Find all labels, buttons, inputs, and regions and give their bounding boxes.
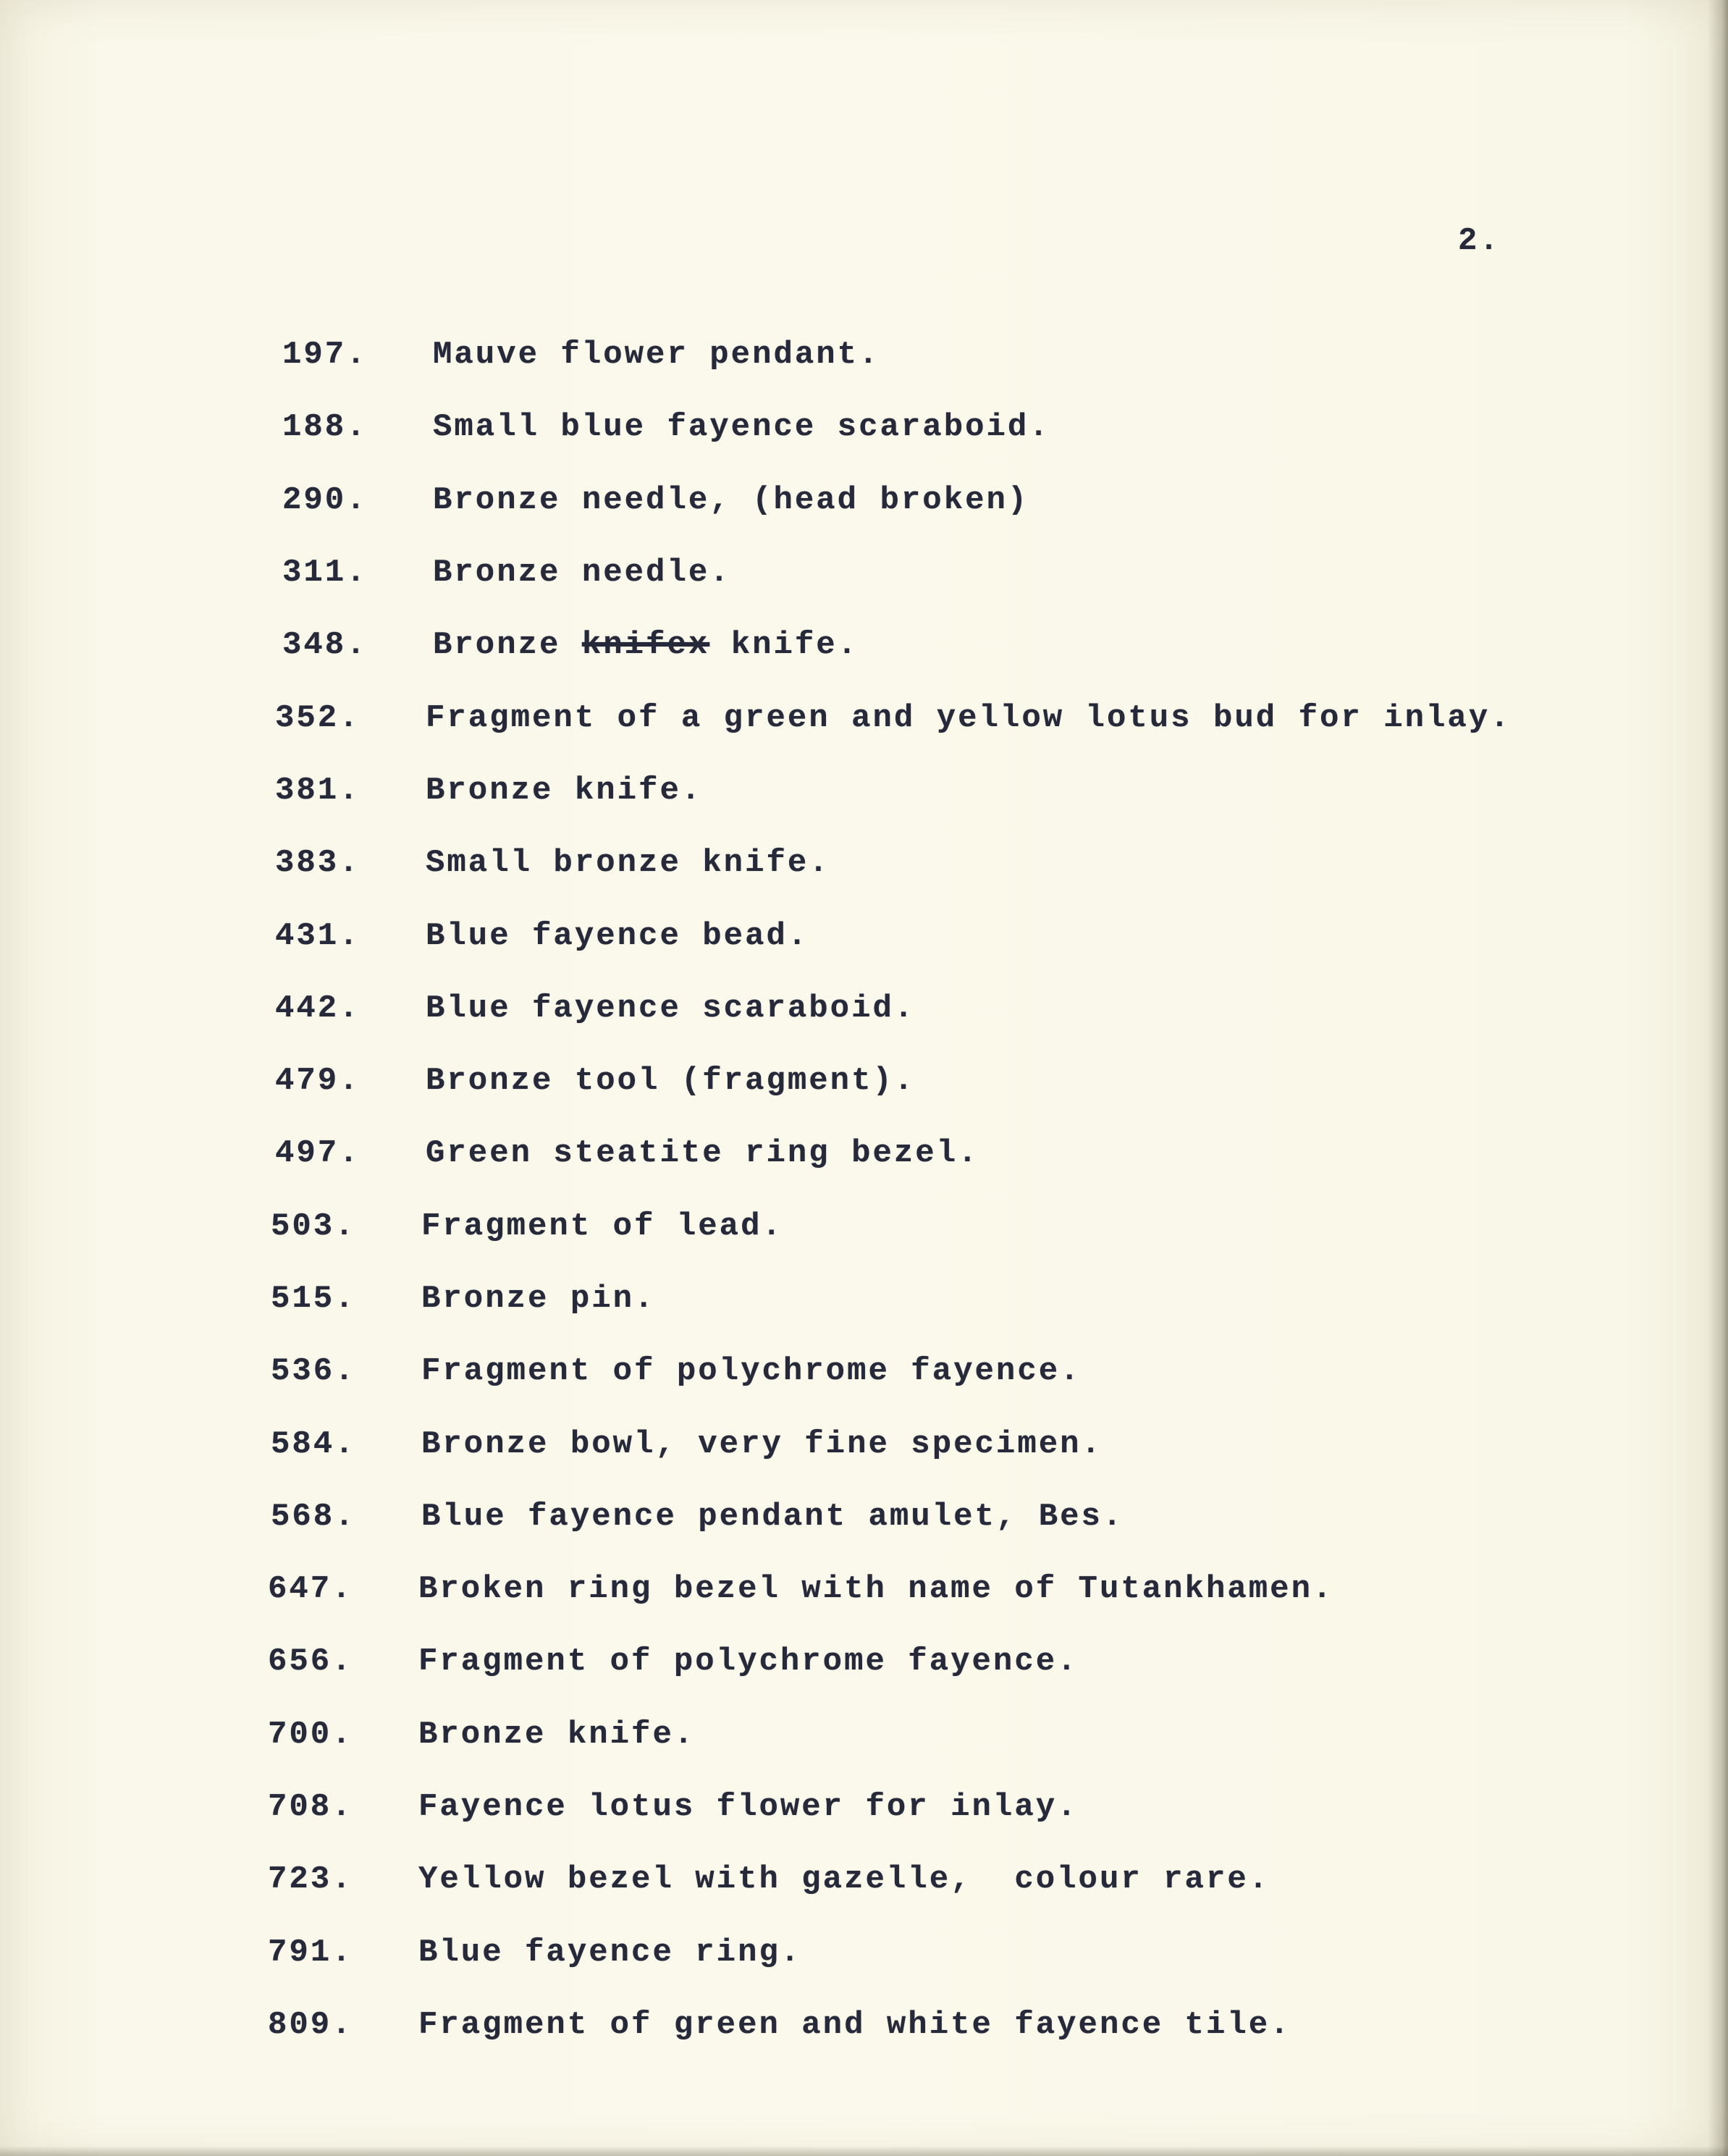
object-number: 723. [268, 1861, 353, 1898]
object-number: 497. [275, 1135, 361, 1172]
object-number: 791. [268, 1934, 353, 1971]
object-number: 584. [271, 1426, 356, 1462]
object-number: 503. [271, 1208, 356, 1245]
object-number: 352. [275, 699, 361, 736]
list-item [275, 827, 1578, 899]
list-item [268, 1553, 1578, 1625]
page-number: 2. [1458, 223, 1501, 259]
list-item [271, 1263, 1578, 1335]
object-description: Bronze knife. [426, 772, 703, 809]
object-number: 700. [268, 1716, 353, 1753]
object-description: Fragment of green and white fayence tile. [418, 2006, 1291, 2043]
object-number: 515. [271, 1281, 356, 1317]
object-description: Bronze needle. [433, 555, 731, 591]
object-description: Fragment of a green and yellow lotus bud for inlay. [426, 699, 1512, 736]
object-number: 348. [282, 627, 368, 664]
struck-out-text: knifex [581, 627, 710, 664]
object-description: Bronze tool (fragment). [426, 1063, 916, 1100]
object-number: 708. [268, 1789, 353, 1826]
object-description: Blue fayence ring. [418, 1934, 802, 1971]
list-item [271, 1407, 1578, 1480]
object-number: 381. [275, 772, 361, 809]
object-number: 290. [282, 481, 368, 518]
object-number: 431. [275, 917, 361, 954]
object-description: Bronze knife. [418, 1716, 696, 1753]
list-item [268, 1698, 1578, 1771]
object-number: 311. [282, 555, 368, 591]
object-description: Bronze bowl, very fine specimen. [421, 1426, 1103, 1462]
list-item [268, 1625, 1578, 1698]
page-edge-shadow [1708, 0, 1728, 2156]
list-item [282, 536, 1578, 609]
list-item [275, 972, 1578, 1045]
object-number: 568. [271, 1498, 356, 1535]
page-bottom-shadow [0, 2146, 1728, 2156]
list-item [282, 391, 1578, 463]
list-item [268, 1771, 1578, 1843]
object-description: Fragment of polychrome fayence. [418, 1643, 1079, 1680]
object-number: 809. [268, 2006, 353, 2043]
list-item [282, 609, 1578, 681]
list-item [275, 1045, 1578, 1117]
object-number: 383. [275, 845, 361, 882]
object-number: 197. [282, 337, 368, 374]
description-text: knife. [730, 627, 859, 664]
object-description: Mauve flower pendant. [433, 337, 880, 374]
list-item [271, 1481, 1578, 1553]
list-item [275, 681, 1578, 754]
list-item [268, 1916, 1578, 1989]
object-number: 647. [268, 1571, 353, 1608]
object-description: Fragment of lead. [421, 1208, 783, 1245]
object-description: Fayence lotus flower for inlay. [418, 1789, 1079, 1826]
object-number: 536. [271, 1353, 356, 1390]
object-number: 479. [275, 1063, 361, 1100]
object-number: 442. [275, 990, 361, 1027]
object-list [268, 319, 1578, 2061]
list-item [268, 1843, 1578, 1916]
object-number: 188. [282, 409, 368, 446]
list-item [271, 1335, 1578, 1407]
list-item [275, 1117, 1578, 1189]
description-text: Bronze [433, 627, 561, 664]
object-description: Yellow bezel with gazelle, colour rare. [418, 1861, 1270, 1898]
object-description: Bronze needle, (head broken) [433, 481, 1029, 518]
object-description [433, 627, 859, 663]
object-description: Broken ring bezel with name of Tutankhamen. [418, 1571, 1334, 1608]
object-description: Blue fayence bead. [426, 917, 809, 954]
list-item [268, 1989, 1578, 2061]
object-description: Fragment of polychrome fayence. [421, 1353, 1082, 1390]
object-description: Bronze pin. [421, 1281, 656, 1317]
object-description: Green steatite ring bezel. [426, 1135, 979, 1172]
list-item [275, 899, 1578, 972]
object-description: Blue fayence pendant amulet, Bes. [421, 1498, 1124, 1535]
object-number: 656. [268, 1643, 353, 1680]
object-description: Small bronze knife. [426, 845, 830, 882]
list-item [275, 754, 1578, 827]
list-item [282, 319, 1578, 391]
object-description: Small blue fayence scaraboid. [433, 409, 1050, 446]
object-description: Blue fayence scaraboid. [426, 990, 916, 1027]
list-item [271, 1190, 1578, 1263]
list-item [282, 464, 1578, 536]
